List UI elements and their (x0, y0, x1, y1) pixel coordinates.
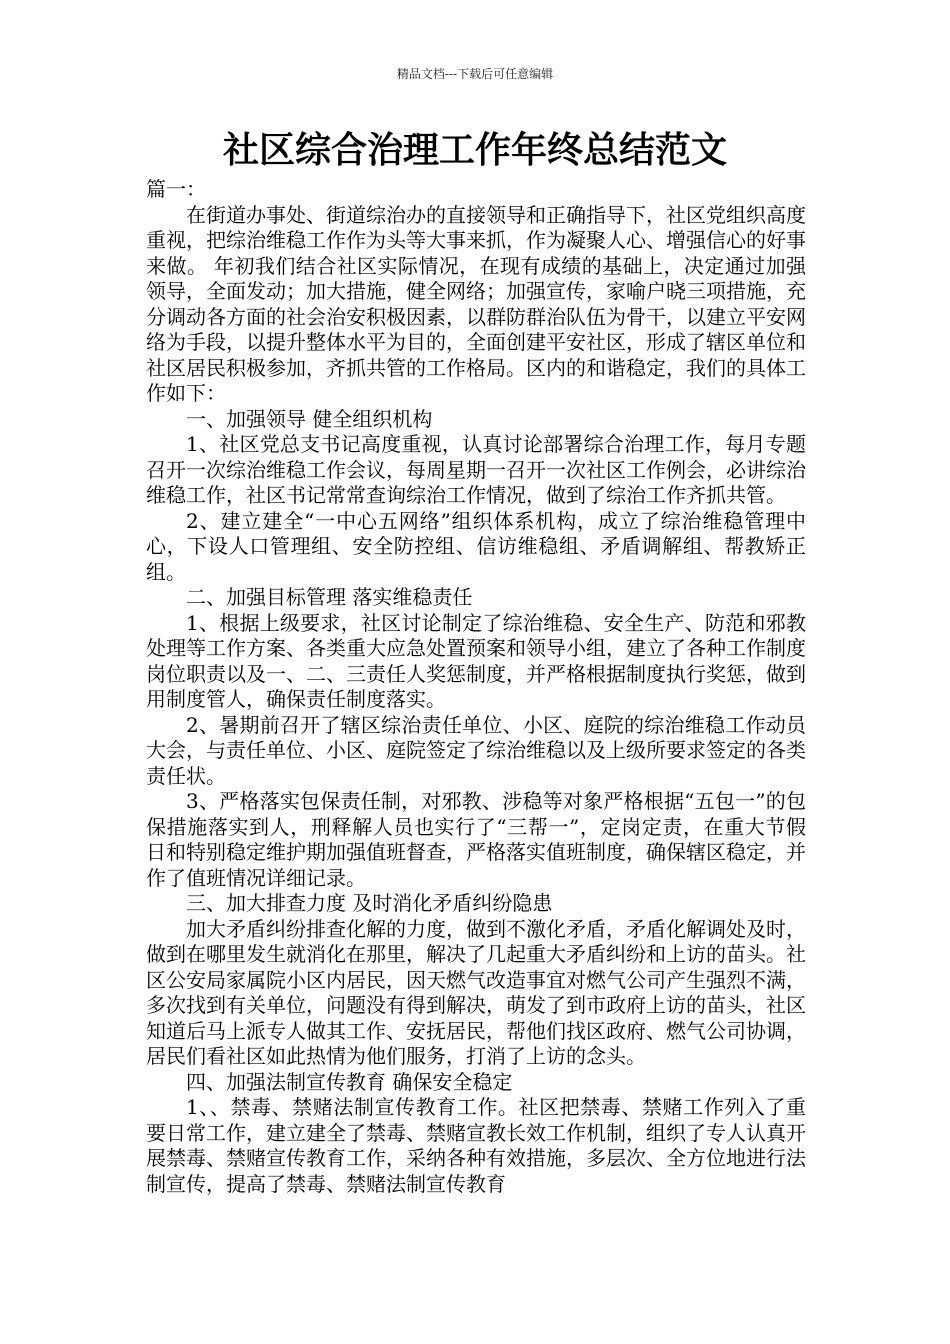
paragraph: 2、建立建全“一中心五网络”组织体系机构，成立了综治维稳管理中心，下设人口管理组、安全防控组、信访维稳组、矛盾调解组、帮教矫正组。 (146, 508, 806, 584)
paragraph: 1、社区党总支书记高度重视，认真讨论部署综合治理工作，每月专题召开一次综治维稳工作会议，每周星期一召开一次社区工作例会，必讲综治维稳工作，社区书记常常查询综治工作情况，做到了综治工作齐抓共管。 (146, 432, 806, 507)
paragraph: 加大矛盾纠纷排查化解的力度，做到不激化矛盾，矛盾化解调处及时，做到在哪里发生就消化在那里，解决了几起重大矛盾纠纷和上访的苗头。社区公安局家属院小区内居民，因天燃气改造事宜对燃气公司产生强烈不满，多次找到有关单位，问题没有得到解决，萌发了到市政府上访的苗头，社区知道后马上派专人做其工作、安抚居民，帮他们找区政府、燃气公司协调，居民们看社区如此热情为他们服务，打消了上访的念头。 (146, 916, 806, 1068)
section-heading: 一、加强领导 健全组织机构 (186, 406, 433, 431)
section-heading: 四、加强法制宣传教育 确保安全稳定 (186, 1069, 513, 1094)
paragraph: 2、暑期前召开了辖区综治责任单位、小区、庭院的综治维稳工作动员大会，与责任单位、小区、庭院签定了综治维稳以及上级所要求签定的各类责任状。 (146, 712, 806, 788)
paragraph: 1、、禁毒、禁赌法制宣传教育工作。社区把禁毒、禁赌工作列入了重要日常工作，建立建全了禁毒、禁赌宣教长效工作机制，组织了专人认真开展禁毒、禁赌宣传教育工作，采纳各种有效措施，多层次、全方位地进行法制宣传，提高了禁毒、禁赌法制宣传教育 (146, 1095, 806, 1196)
paragraph: 3、严格落实包保责任制，对邪教、涉稳等对象严格根据“五包一”的包保措施落实到人，刑释解人员也实行了“三帮一”，定岗定责，在重大节假日和特别稳定维护期加强值班督查，严格落实值班制度，确保辖区稳定，并作了值班情况详细记录。 (146, 789, 806, 890)
paragraph: 在街道办事处、街道综治办的直接领导和正确指导下，社区党组织高度重视，把综治维稳工作作为头等大事来抓，作为凝聚人心、增强信心的好事来做。 年初我们结合社区实际情况，在现有成绩的基础上，决定通过加强领导，全面发动；加大措施，健全网络；加强宣传，家喻户晓三项措施，充分调动各方面的社会治安积极因素，以群防群治队伍为骨干，以建立平安网络为手段，以提升整体水平为目的，全面创建平安社区，形成了辖区单位和社区居民积极参加，齐抓共管的工作格局。区内的和谐稳定，我们的具体工作如下： (146, 202, 806, 405)
header-note: 精品文档---下载后可任意编辑 (396, 67, 554, 81)
section-heading: 三、加大排查力度 及时消化矛盾纠纷隐患 (186, 891, 553, 915)
document-title: 社区综合治理工作年终总结范文 (222, 130, 727, 171)
paragraph: 1、根据上级要求，社区讨论制定了综治维稳、安全生产、防范和邪教处理等工作方案、各类重大应急处置预案和领导小组，建立了各种工作制度岗位职责以及一、二、三责任人奖惩制度，并严格根据制度执行奖惩，做到用制度管人，确保责任制度落实。 (146, 610, 806, 711)
section-heading: 二、加强目标管理 落实维稳责任 (186, 585, 473, 609)
document-body (146, 177, 806, 1197)
section-label: 篇一： (146, 177, 206, 201)
